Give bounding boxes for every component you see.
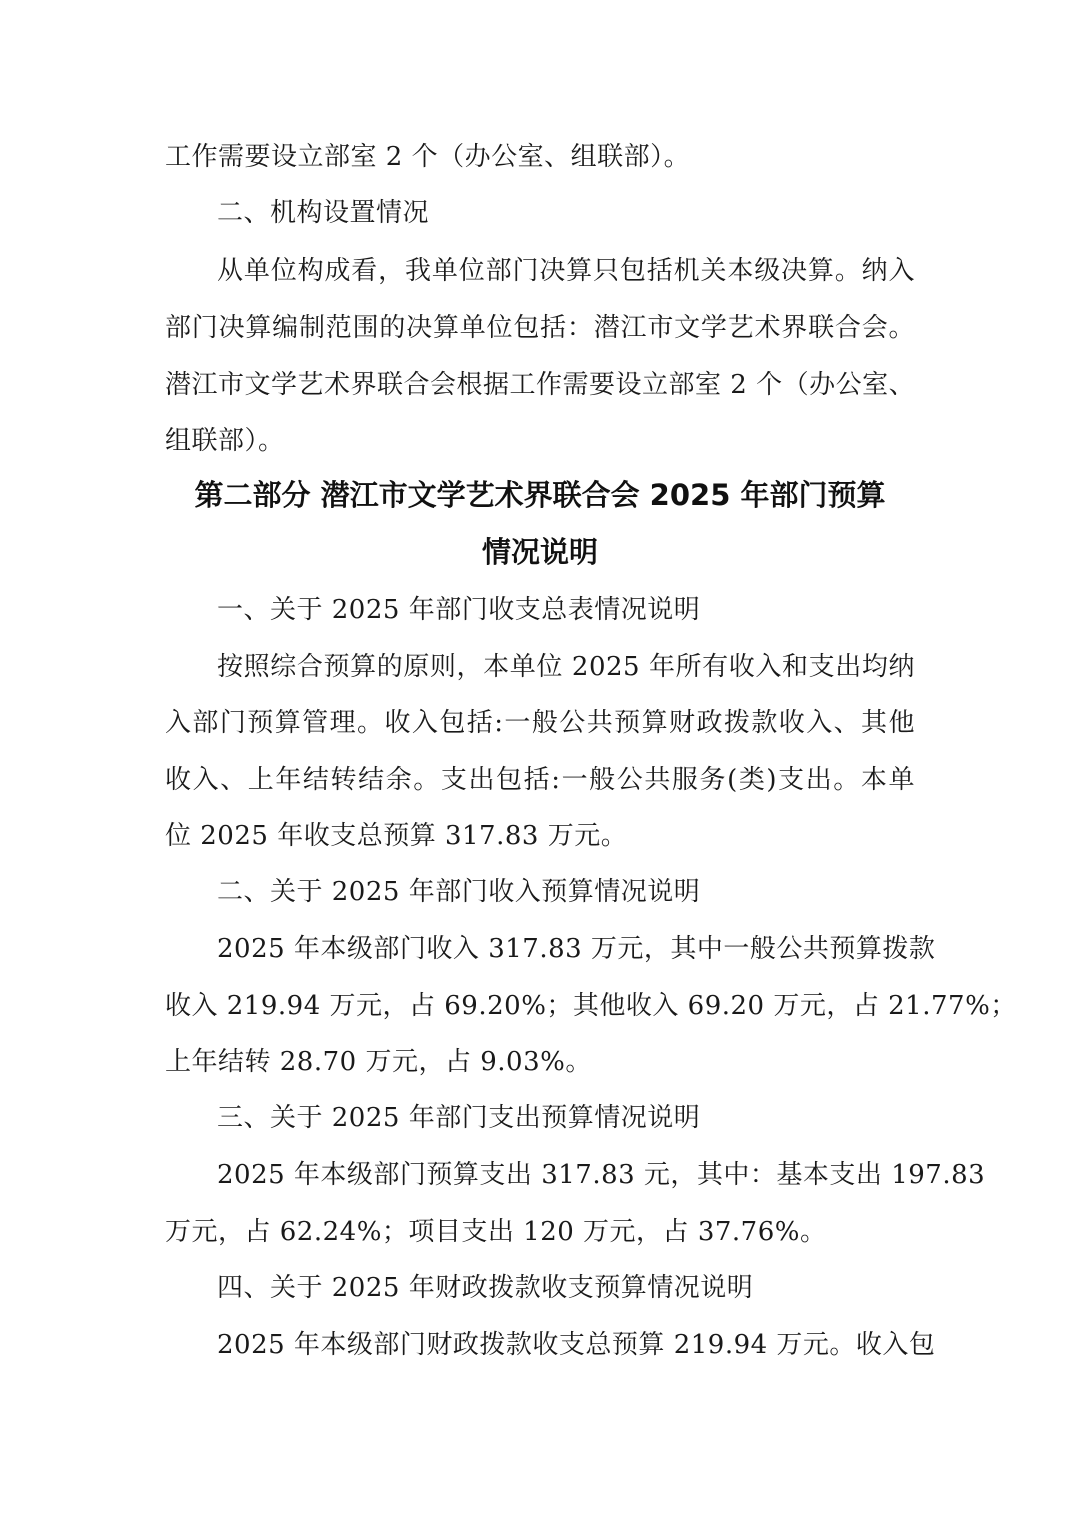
paragraph-line: 潜江市文学艺术界联合会根据工作需要设立部室 2 个（办公室、 — [165, 370, 916, 400]
paragraph-line: 万元，占 62.24%；项目支出 120 万元，占 37.76%。 — [165, 1217, 827, 1247]
paragraph-line: 2025 年本级部门预算支出 317.83 元，其中：基本支出 197.83 — [217, 1160, 986, 1190]
paragraph-line: 收入 219.94 万元，占 69.20%；其他收入 69.20 万元，占 21.77%； — [165, 991, 1017, 1021]
paragraph-line: 入部门预算管理。收入包括:一般公共预算财政拨款收入、其他 — [165, 708, 915, 738]
part-two-title: 第二部分 潜江市文学艺术界联合会 2025 年部门预算 — [194, 478, 886, 512]
paragraph-line: 2025 年本级部门收入 317.83 万元，其中一般公共预算拨款 — [217, 934, 936, 964]
section-heading-institution-setup: 二、机构设置情况 — [217, 198, 430, 228]
section-heading-expenditure-budget: 三、关于 2025 年部门支出预算情况说明 — [217, 1103, 701, 1133]
part-two-title-continued: 情况说明 — [481, 535, 598, 569]
paragraph-line: 工作需要设立部室 2 个（办公室、组联部）。 — [165, 142, 691, 172]
section-heading-summary-table: 一、关于 2025 年部门收支总表情况说明 — [217, 595, 701, 625]
paragraph-line: 按照综合预算的原则，本单位 2025 年所有收入和支出均纳 — [217, 652, 915, 682]
paragraph-line: 2025 年本级部门财政拨款收支总预算 219.94 万元。收入包 — [217, 1330, 936, 1360]
paragraph-line: 收入、上年结转结余。支出包括:一般公共服务(类)支出。本单 — [165, 765, 915, 795]
paragraph-line: 位 2025 年收支总预算 317.83 万元。 — [165, 821, 628, 851]
section-heading-fiscal-allocation: 四、关于 2025 年财政拨款收支预算情况说明 — [217, 1273, 754, 1303]
paragraph-line: 上年结转 28.70 万元，占 9.03%。 — [165, 1047, 592, 1077]
paragraph-line: 组联部）。 — [165, 426, 285, 456]
paragraph-line: 从单位构成看，我单位部门决算只包括机关本级决算。纳入 — [217, 256, 915, 286]
paragraph-line: 部门决算编制范围的决算单位包括：潜江市文学艺术界联合会。 — [165, 313, 915, 343]
section-heading-income-budget: 二、关于 2025 年部门收入预算情况说明 — [217, 877, 701, 907]
